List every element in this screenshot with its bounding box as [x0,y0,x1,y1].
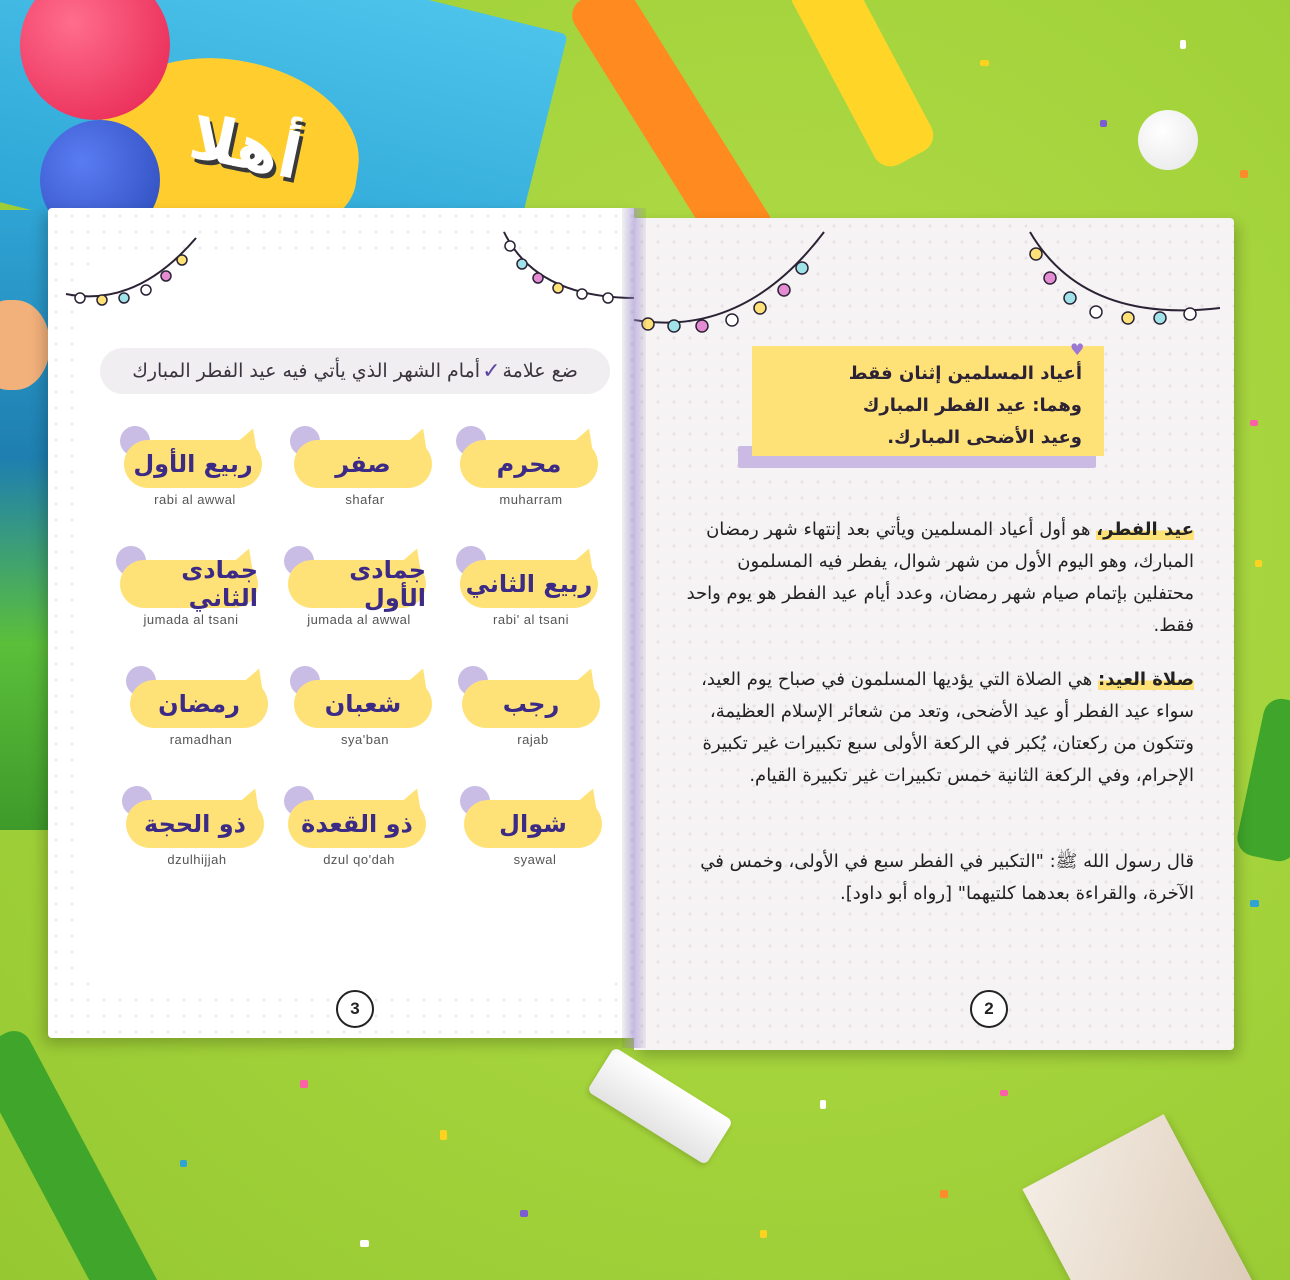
yellow-popsicle-stick [784,0,939,173]
instruction-text-end: أمام الشهر الذي يأتي فيه عيد الفطر المبارك [132,360,481,382]
sticky-note [752,340,1102,466]
candy-packet [1022,1114,1257,1280]
month-latin-label: jumada al awwal [307,612,411,627]
page-number-right: 2 [970,990,1008,1028]
green-popsicle-stick-right [1234,696,1290,865]
month-arabic-label: ذو القعدة [288,800,426,848]
sprinkle [360,1240,369,1247]
month-arabic-label: شوال [464,800,602,848]
sprinkle [940,1190,948,1198]
sprinkle [1100,120,1107,127]
sprinkle [1250,900,1259,907]
eid-prayer-paragraph [674,664,1194,792]
heart-icon: ♥ [1070,340,1085,359]
note-body [752,346,1104,456]
sprinkle [180,1160,187,1167]
month-latin-label: rabi al awwal [154,492,236,507]
green-popsicle-stick [0,1025,172,1280]
instruction-banner [100,348,610,394]
booklet-spine [622,208,646,1048]
month-syaban[interactable] [290,666,440,766]
month-arabic-label: شعبان [294,680,432,728]
eid-prayer-text: هي الصلاة التي يؤديها المسلمون في صباح يوم العيد، سواء عيد الفطر أو عيد الأضحى، وتعد من شعائر الإسلام العظيمة، وتتكون من ركعتان، يُكبر في الركعة الأولى سبع تكبيرات غير تكبيرة الإحرام، وفي الركعة الثانية خمس تكبيرات غير تكبيرة القيام. [701,669,1194,786]
month-arabic-label: جمادى الأول [288,560,426,608]
garland-right-left [634,228,834,338]
month-rabi-al-awwal[interactable] [120,426,270,526]
eid-fitr-text: هو أول أعياد المسلمين ويأتي بعد إنتهاء شهر رمضان المبارك، وهو اليوم الأول من شهر شوال، يفطر فيه المسلمون محتفلين بإتمام صيام شهر رمضان، وعدد أيام عيد الفطر هو يوم واحد فقط. [686,519,1194,636]
month-latin-label: rabi' al tsani [493,612,569,627]
note-line: وعيد الأضحى المبارك. [887,427,1082,448]
eid-prayer-term: صلاة العيد: [1098,669,1194,690]
hadith-paragraph: قال رسول الله ﷺ: "التكبير في الفطر سبع في الأولى، وخمس في الآخرة، والقراءة بعدهما كلتيهما" [رواه أبو داود]. [700,851,1194,904]
month-muharram[interactable] [456,426,606,526]
month-dzul-qodah[interactable] [284,786,434,886]
month-jumada-al-awwal[interactable] [284,546,434,646]
sprinkle [1180,40,1186,49]
garland-right-right [1024,228,1224,338]
month-latin-label: syawal [513,852,557,867]
open-booklet [48,200,1238,1050]
month-latin-label: dzul qo'dah [323,852,395,867]
page-left [48,208,634,1038]
month-latin-label: sya'ban [341,732,389,747]
clothespin [587,1047,733,1165]
page-right [634,218,1234,1050]
month-shafar[interactable] [290,426,440,526]
sprinkle [1250,420,1258,426]
sprinkle [520,1210,528,1217]
month-dzulhijjah[interactable] [122,786,272,886]
month-arabic-label: ربيع الثاني [460,560,598,608]
white-pompom [1138,110,1198,170]
month-arabic-label: ربيع الأول [124,440,262,488]
month-arabic-label: جمادى الثاني [120,560,258,608]
month-arabic-label: صفر [294,440,432,488]
note-line: أعياد المسلمين إثنان فقط [848,363,1082,384]
eid-fitr-term: عيد الفطر، [1096,519,1194,540]
month-latin-label: ramadhan [169,732,233,747]
month-latin-label: rajab [517,732,549,747]
sprinkle [760,1230,767,1238]
checkmark-icon: ✓ [482,358,501,384]
garland-left-right [496,228,636,308]
instruction-text-start: ضع علامة [502,360,578,382]
sprinkle [820,1100,826,1109]
month-jumada-al-tsani[interactable] [116,546,266,646]
sprinkle [1000,1090,1008,1096]
page-number-left: 3 [336,990,374,1028]
cover-title: أهلا [183,99,308,194]
month-latin-label: shafar [345,492,385,507]
month-ramadhan[interactable] [126,666,276,766]
sprinkle [1255,560,1262,567]
month-arabic-label: رمضان [130,680,268,728]
sprinkle [1240,170,1248,178]
month-latin-label: muharram [499,492,563,507]
sprinkle [440,1130,447,1140]
month-latin-label: jumada al tsani [143,612,239,627]
eid-fitr-paragraph [674,514,1194,642]
sprinkle [300,1080,308,1088]
month-arabic-label: محرم [460,440,598,488]
month-rabi-al-tsani[interactable] [456,546,606,646]
month-syawal[interactable] [460,786,610,886]
month-latin-label: dzulhijjah [167,852,227,867]
sprinkle [980,60,989,66]
month-arabic-label: رجب [462,680,600,728]
note-line: وهما: عيد الفطر المبارك [862,395,1082,416]
garland-left [66,228,206,308]
month-arabic-label: ذو الحجة [126,800,264,848]
month-rajab[interactable] [458,666,608,766]
